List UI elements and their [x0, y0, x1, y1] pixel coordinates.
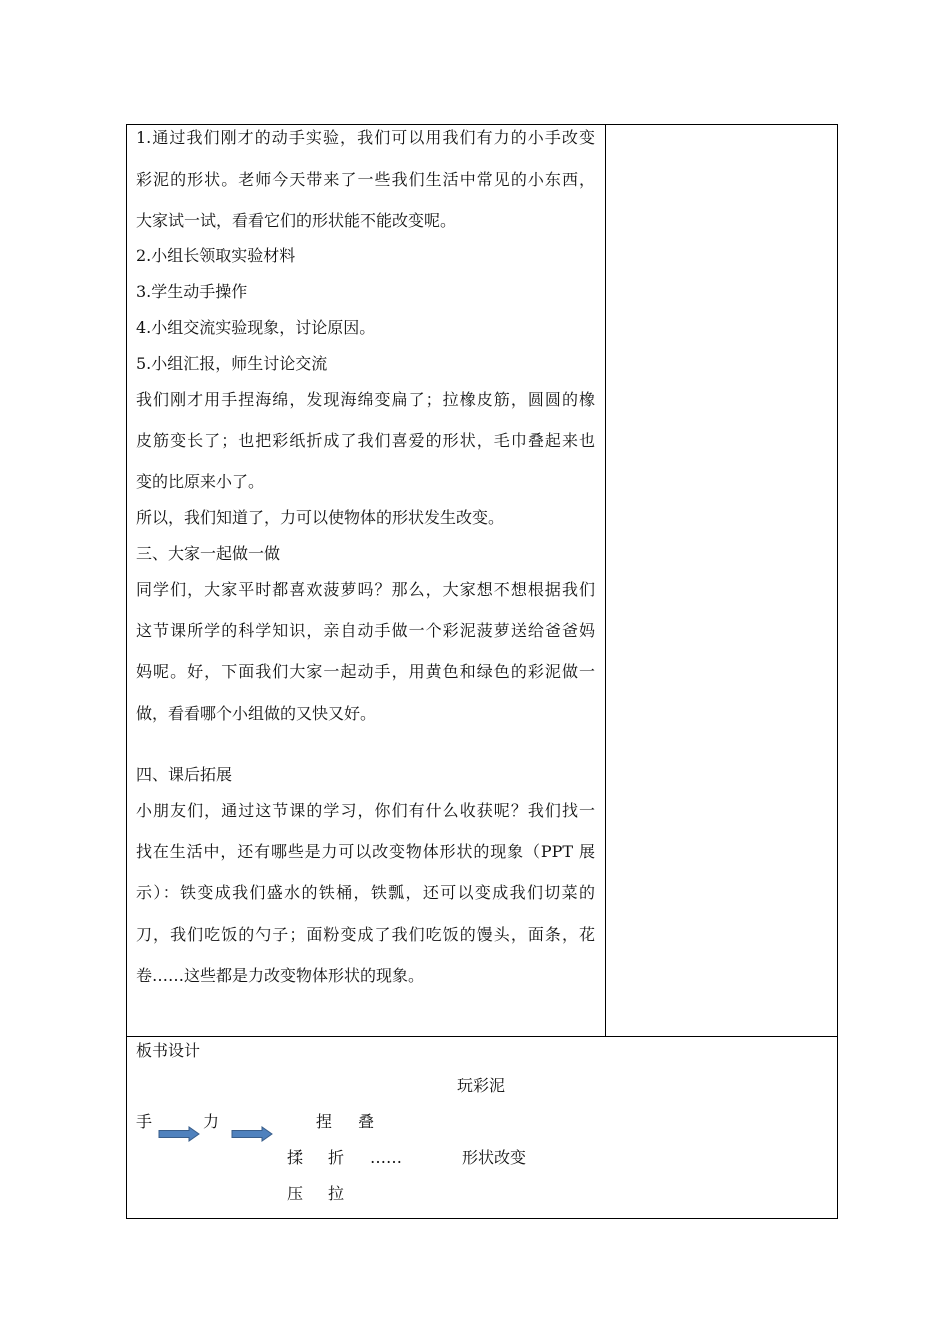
board-heading: 板书设计: [136, 1041, 201, 1060]
table-border-left: [126, 124, 127, 1219]
body-line: 1.通过我们刚才的动手实验，我们可以用我们有力的小手改变: [136, 128, 595, 147]
body-line: 做，看看哪个小组做的又快又好。: [136, 704, 377, 723]
right-arrow-icon: [158, 1126, 200, 1142]
board-word-pinch: 捏: [316, 1112, 333, 1131]
body-line: 刀，我们吃饭的勺子；面粉变成了我们吃饭的馒头，面条，花: [136, 925, 595, 944]
board-word-stack: 叠: [358, 1112, 375, 1131]
body-line: 变的比原来小了。: [136, 472, 265, 491]
board-result: 形状改变: [462, 1148, 527, 1167]
section-heading: 四、课后拓展: [136, 765, 233, 784]
body-line: 小朋友们，通过这节课的学习，你们有什么收获呢？我们找一: [136, 801, 595, 820]
body-line: 同学们，大家平时都喜欢菠萝吗？那么，大家想不想根据我们: [136, 580, 595, 599]
body-line: 3.学生动手操作: [136, 282, 248, 301]
section-heading: 三、大家一起做一做: [136, 544, 281, 563]
right-arrow-icon: [231, 1126, 273, 1142]
body-line: 5.小组汇报，师生讨论交流: [136, 354, 328, 373]
body-line: 妈呢。好，下面我们大家一起动手，用黄色和绿色的彩泥做一: [136, 662, 595, 681]
body-line: 卷……这些都是力改变物体形状的现象。: [136, 966, 425, 985]
body-line: 彩泥的形状。老师今天带来了一些我们生活中常见的小东西，: [136, 170, 595, 189]
table-row-divider: [126, 1036, 838, 1037]
body-line: 这节课所学的科学知识，亲自动手做一个彩泥菠萝送给爸爸妈: [136, 621, 595, 640]
board-ellipsis: ……: [370, 1148, 402, 1167]
table-column-divider: [605, 124, 606, 1036]
board-title: 玩彩泥: [457, 1076, 506, 1095]
body-line: 4.小组交流实验现象，讨论原因。: [136, 318, 376, 337]
body-line: 皮筋变长了；也把彩纸折成了我们喜爱的形状，毛巾叠起来也: [136, 431, 595, 450]
body-line: 2.小组长领取实验材料: [136, 246, 296, 265]
board-word-fold: 折: [328, 1148, 345, 1167]
body-line: 我们刚才用手捏海绵，发现海绵变扁了；拉橡皮筋，圆圆的橡: [136, 390, 595, 409]
board-word-knead: 揉: [287, 1148, 304, 1167]
body-line: 示）：铁变成我们盛水的铁桶，铁瓢，还可以变成我们切菜的: [136, 883, 595, 902]
board-word-press: 压: [287, 1184, 304, 1203]
table-border-bottom: [126, 1218, 838, 1219]
table-border-top: [126, 124, 838, 125]
body-line: 所以，我们知道了，力可以使物体的形状发生改变。: [136, 508, 505, 527]
body-line: 大家试一试，看看它们的形状能不能改变呢。: [136, 211, 457, 230]
board-word-force: 力: [203, 1112, 220, 1131]
table-border-right: [837, 124, 838, 1219]
body-line: 找在生活中，还有哪些是力可以改变物体形状的现象（PPT 展: [136, 842, 595, 861]
board-word-hand: 手: [136, 1112, 153, 1131]
board-word-pull: 拉: [328, 1184, 345, 1203]
